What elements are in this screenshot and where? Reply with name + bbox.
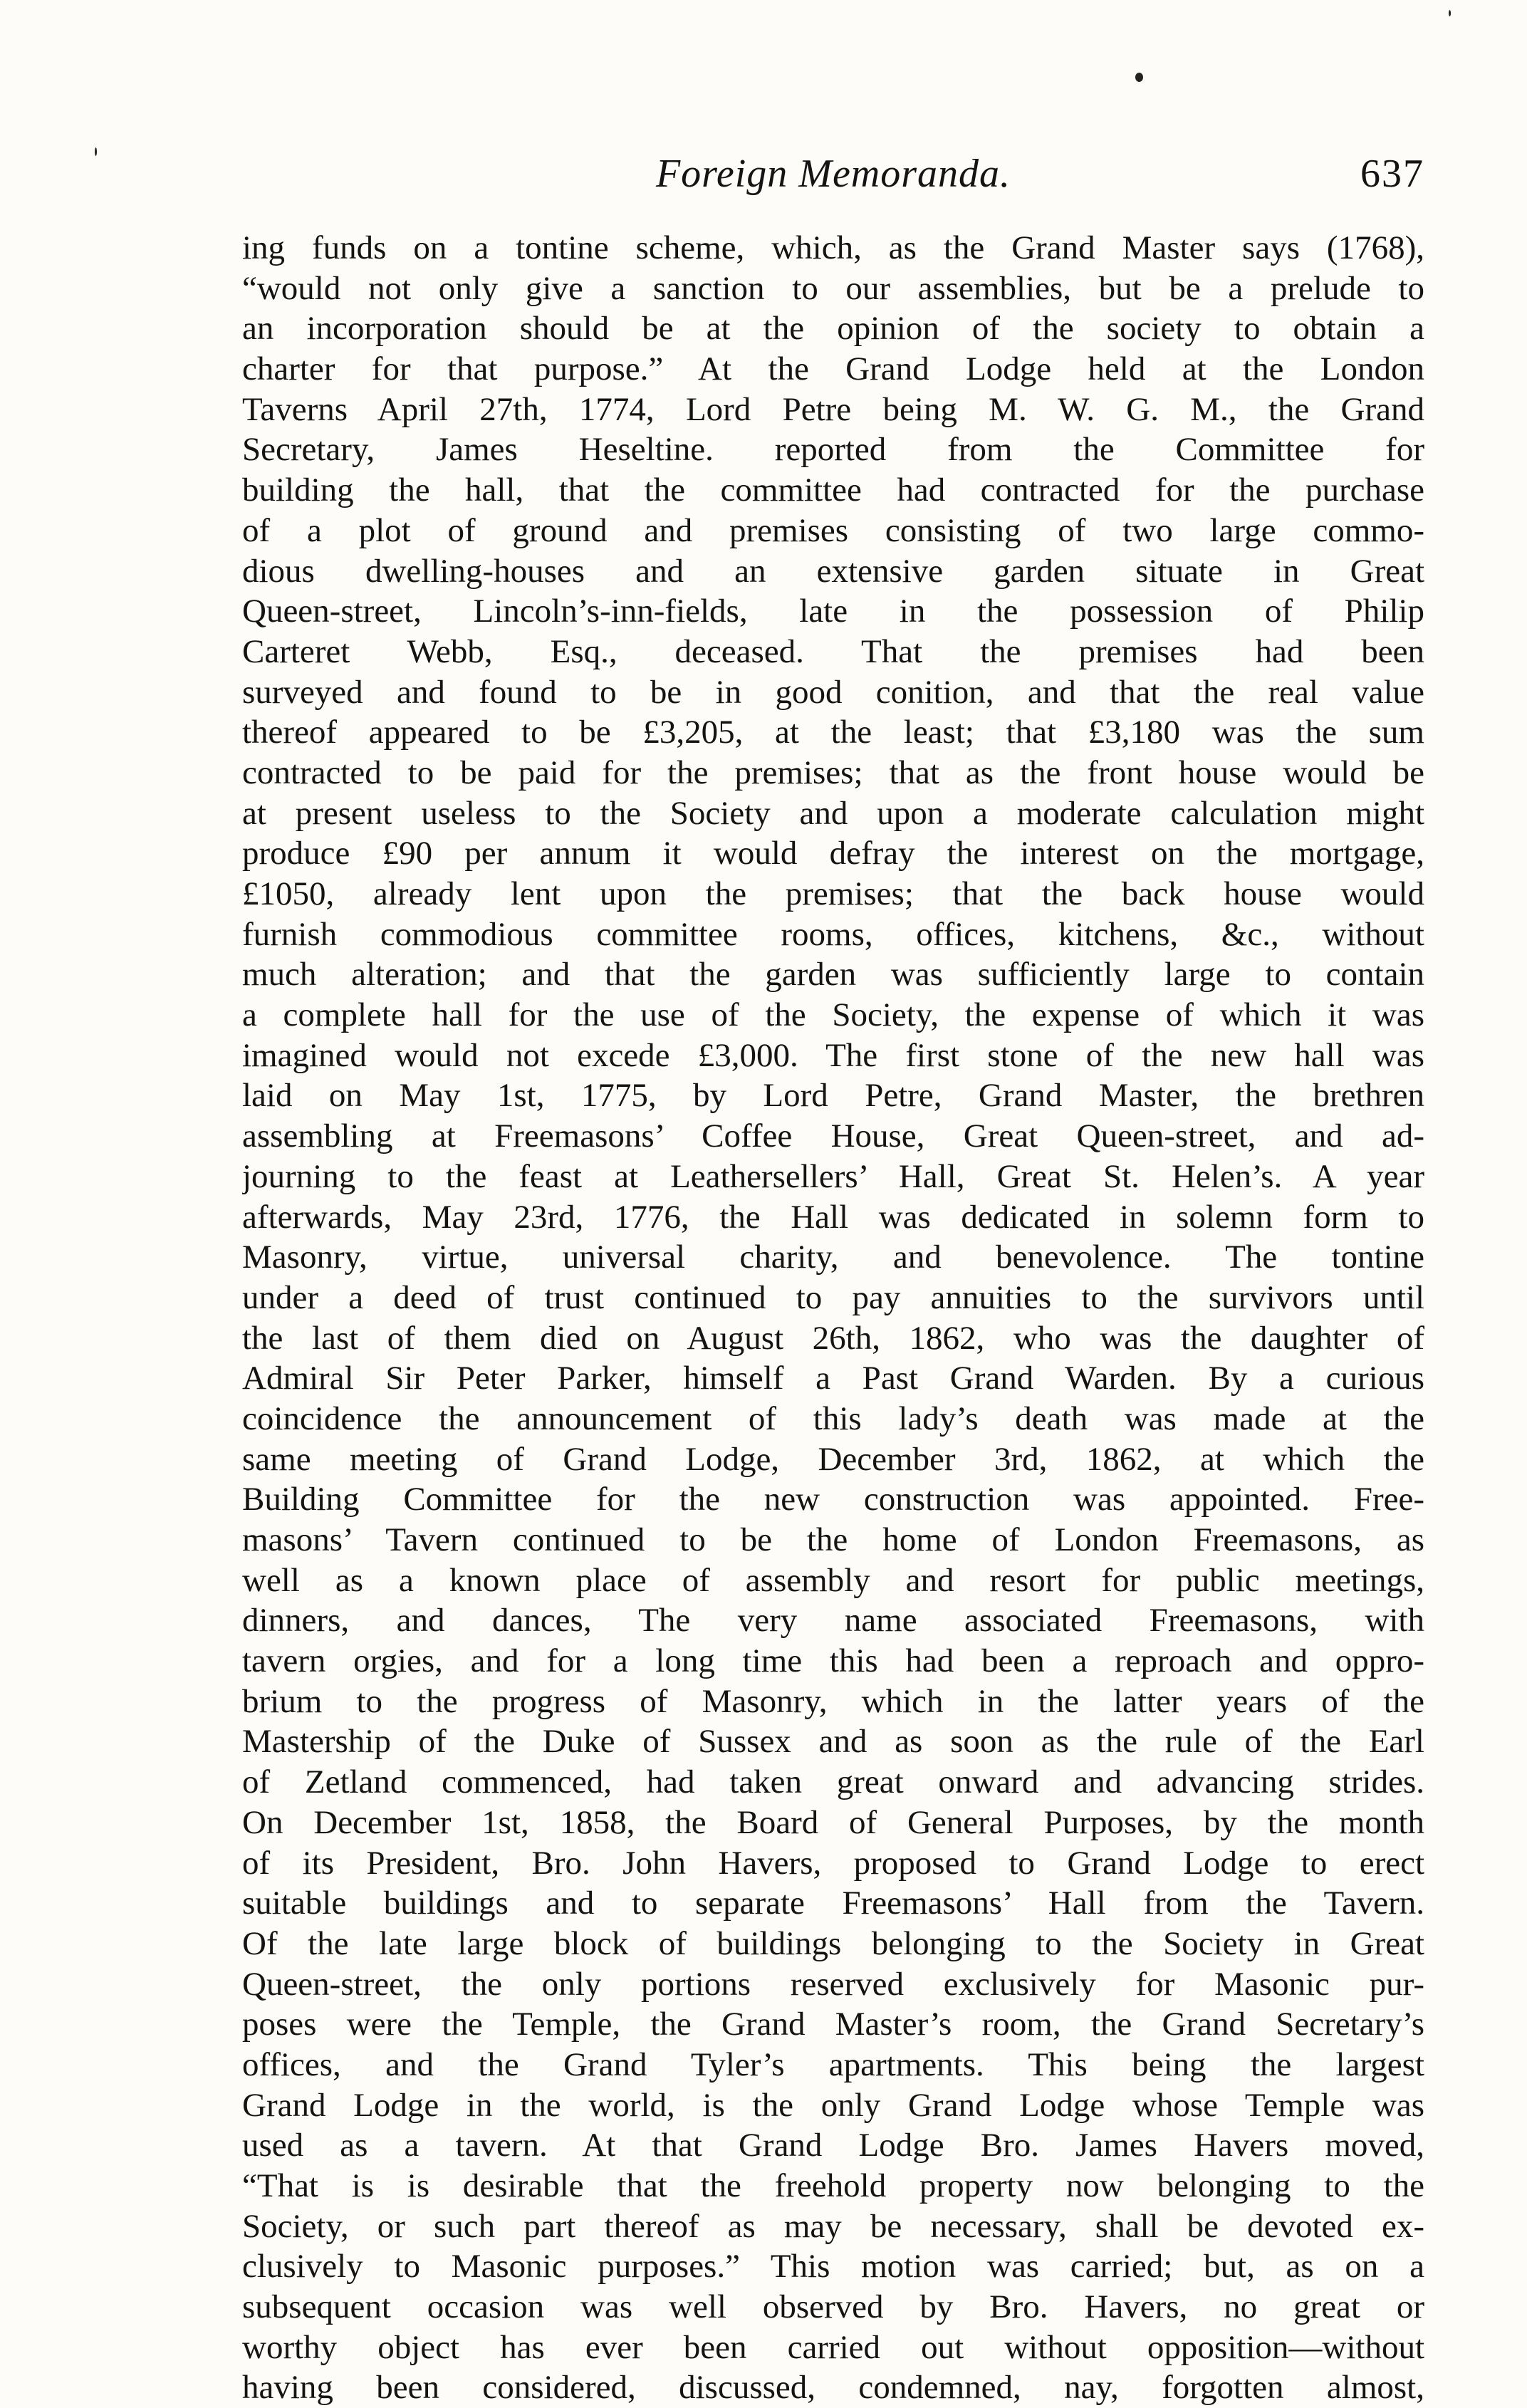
text-line: Building Committee for the new construction was appointed. Free- [242, 1481, 1424, 1518]
text-line: masons’ Tavern continued to be the home of London Freemasons, as [242, 1521, 1424, 1558]
text-line: of its President, Bro. John Havers, proposed to Grand Lodge to erect [242, 1844, 1424, 1882]
text-line: Carteret Webb, Esq., deceased. That the premises had been [242, 632, 1424, 670]
text-line: journing to the feast at Leathersellers’ Hall, Great St. Helen’s. A year [242, 1157, 1424, 1195]
text-line: Society, or such part thereof as may be necessary, shall be devoted ex- [242, 2207, 1424, 2245]
text-line: Mastership of the Duke of Sussex and as soon as the rule of the Earl [242, 1723, 1424, 1761]
text-line: surveyed and found to be in good conition, and that the real value [242, 673, 1424, 711]
text-line: Admiral Sir Peter Parker, himself a Past Grand Warden. By a curious [242, 1360, 1424, 1397]
text-line: brium to the progress of Masonry, which in the latter years of the [242, 1682, 1424, 1720]
text-line: “would not only give a sanction to our assemblies, but be a prelude to [242, 269, 1424, 307]
text-line: furnish commodious committee rooms, offices, kitchens, &c., without [242, 915, 1424, 953]
text-line: contracted to be paid for the premises; that as the front house would be [242, 754, 1424, 791]
text-line: of a plot of ground and premises consisting of two large commo- [242, 511, 1424, 549]
text-line: much alteration; and that the garden was sufficiently large to contain [242, 956, 1424, 994]
text-line: Queen-street, the only portions reserved exclusively for Masonic pur- [242, 1965, 1424, 2003]
text-line: a complete hall for the use of the Society, the expense of which it was [242, 996, 1424, 1034]
text-line: subsequent occasion was well observed by Bro. Havers, no great or [242, 2288, 1424, 2326]
text-line: offices, and the Grand Tyler’s apartments. This being the largest [242, 2045, 1424, 2083]
text-line: Queen-street, Lincoln’s-inn-fields, late in the possession of Philip [242, 593, 1424, 630]
text-line: afterwards, May 23rd, 1776, the Hall was dedicated in solemn form to [242, 1198, 1424, 1236]
text-line: Grand Lodge in the world, is the only Grand Lodge whose Temple was [242, 2086, 1424, 2124]
text-line: poses were the Temple, the Grand Master’s room, the Grand Secretary’s [242, 2006, 1424, 2043]
text-line: building the hall, that the committee had contracted for the purchase [242, 471, 1424, 509]
text-line: same meeting of Grand Lodge, December 3rd, 1862, at which the [242, 1440, 1424, 1478]
text-line: under a deed of trust continued to pay annuities to the survivors until [242, 1278, 1424, 1316]
text-line: On December 1st, 1858, the Board of General Purposes, by the month [242, 1803, 1424, 1841]
text-line: of Zetland commenced, had taken great onward and advancing strides. [242, 1763, 1424, 1801]
text-line: well as a known place of assembly and resort for public meetings, [242, 1561, 1424, 1599]
text-line: Secretary, James Heseltine. reported from the Committee for [242, 431, 1424, 469]
body-text [242, 228, 1424, 2408]
text-line: “That is is desirable that the freehold property now belonging to the [242, 2167, 1424, 2204]
page-number: 637 [1360, 152, 1424, 196]
text-line: tavern orgies, and for a long time this had been a reproach and oppro- [242, 1642, 1424, 1680]
text-line: Of the late large block of buildings belonging to the Society in Great [242, 1924, 1424, 1962]
text-line: Taverns April 27th, 1774, Lord Petre being M. W. G. M., the Grand [242, 390, 1424, 428]
text-line: the last of them died on August 26th, 1862, who was the daughter of [242, 1319, 1424, 1357]
text-line: assembling at Freemasons’ Coffee House, Great Queen-street, and ad- [242, 1117, 1424, 1155]
running-head [242, 151, 1424, 208]
text-line: dious dwelling-houses and an extensive garden situate in Great [242, 552, 1424, 590]
text-line: suitable buildings and to separate Freemasons’ Hall from the Tavern. [242, 1885, 1424, 1922]
text-line: used as a tavern. At that Grand Lodge Bro. James Havers moved, [242, 2127, 1424, 2164]
ink-speck [95, 147, 97, 156]
text-line: at present useless to the Society and upon a moderate calculation might [242, 794, 1424, 832]
text-line: clusively to Masonic purposes.” This motion was carried; but, as on a [242, 2248, 1424, 2285]
text-line: imagined would not excede £3,000. The first stone of the new hall was [242, 1036, 1424, 1074]
text-line: ing funds on a tontine scheme, which, as the Grand Master says (1768), [242, 229, 1424, 266]
text-line: Masonry, virtue, universal charity, and benevolence. The tontine [242, 1239, 1424, 1276]
ink-speck [1449, 10, 1451, 16]
running-title: Foreign Memoranda. [655, 152, 1011, 196]
text-line: having been considered, discussed, condemned, nay, forgotten almost, [242, 2369, 1424, 2407]
text-line: dinners, and dances, The very name associated Freemasons, with [242, 1602, 1424, 1640]
text-line: laid on May 1st, 1775, by Lord Petre, Grand Master, the brethren [242, 1077, 1424, 1115]
ink-speck [1135, 73, 1143, 82]
text-line: thereof appeared to be £3,205, at the least; that £3,180 was the sum [242, 714, 1424, 751]
text-line: worthy object has ever been carried out without opposition—without [242, 2328, 1424, 2366]
text-line: £1050, already lent upon the premises; that the back house would [242, 875, 1424, 912]
text-line: produce £90 per annum it would defray the interest on the mortgage, [242, 835, 1424, 872]
text-line: an incorporation should be at the opinion of the society to obtain a [242, 310, 1424, 348]
text-line: charter for that purpose.” At the Grand Lodge held at the London [242, 350, 1424, 388]
text-line: coincidence the announcement of this lady’s death was made at the [242, 1400, 1424, 1437]
